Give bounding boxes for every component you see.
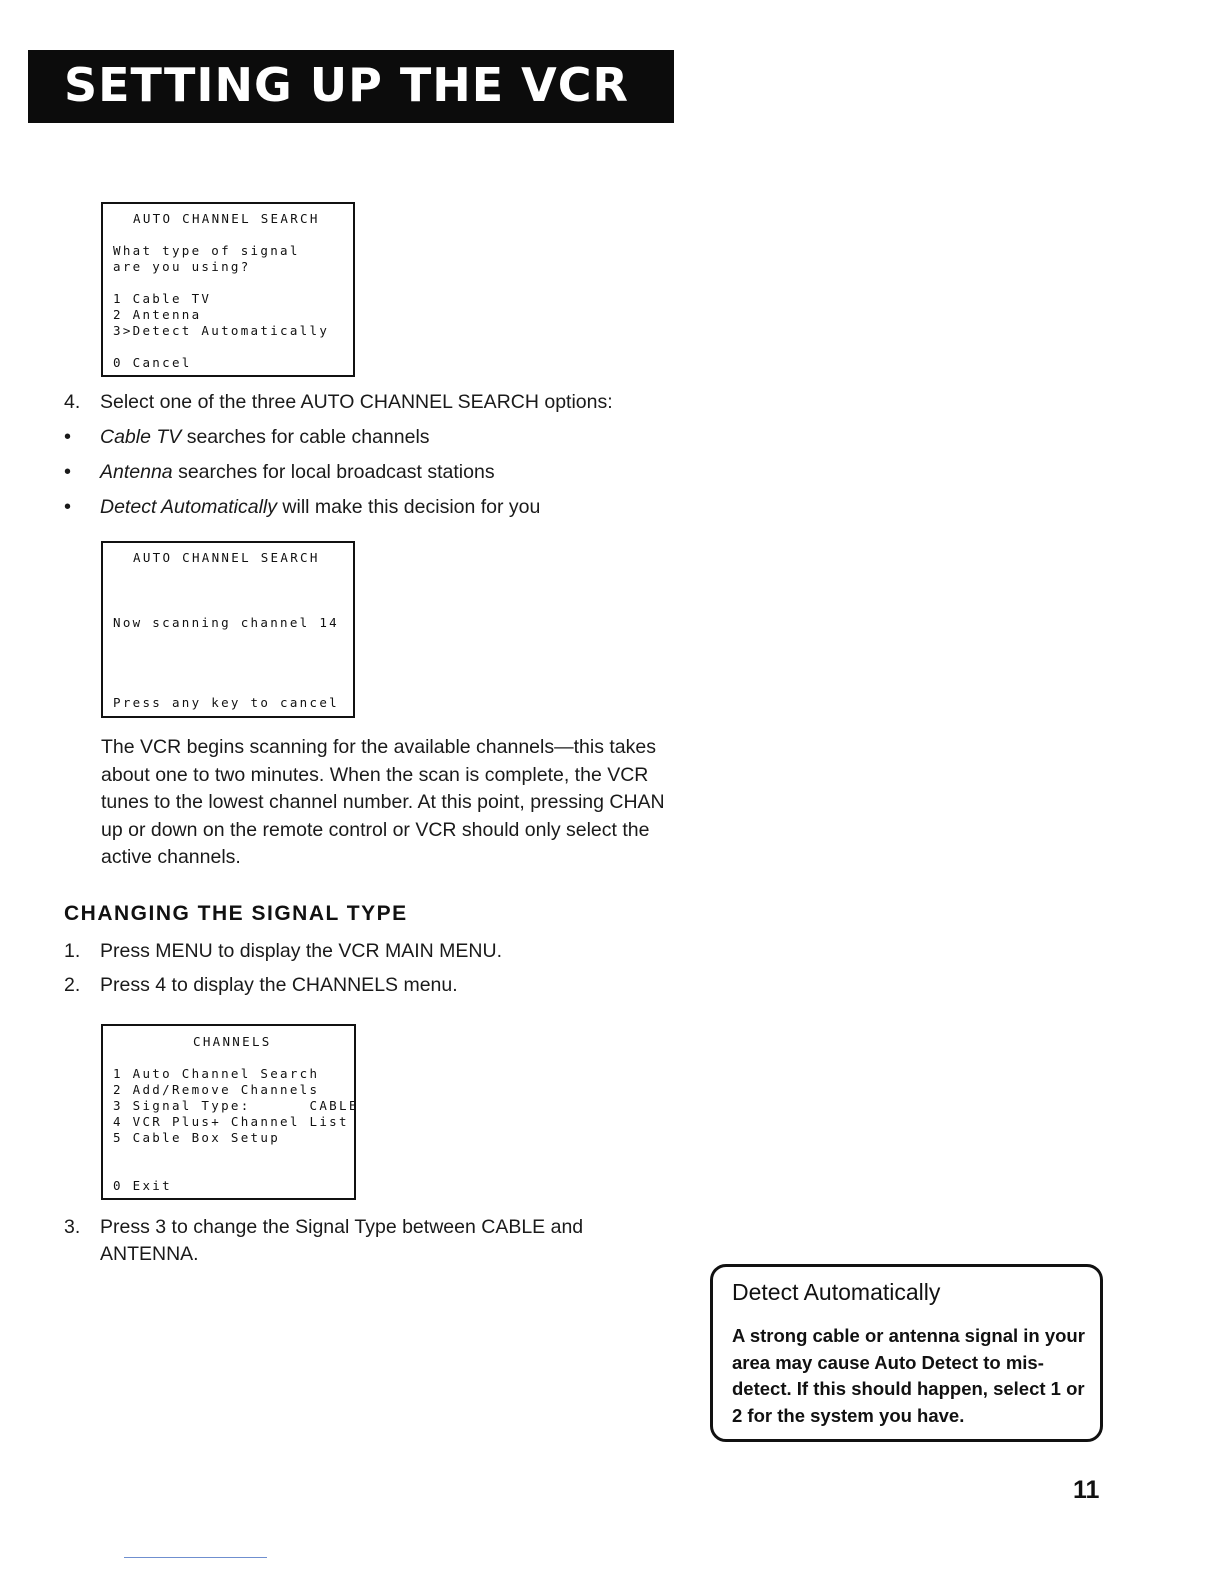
page-number: 11 — [1073, 1476, 1100, 1504]
bullet-desc: searches for cable channels — [181, 426, 430, 448]
menu-item-exit: 0 Exit — [113, 1178, 172, 1193]
option-cancel: 0 Cancel — [113, 355, 192, 370]
step-text: Select one of the three AUTO CHANNEL SEARCH options: — [100, 391, 613, 413]
scan-description: The VCR begins scanning for the available channels—this takes about one to two minutes. When the scan is complete, the VCR tunes to the lowest channel number. At this point, pressing CHAN up or down on the remote control or VCR should only select the active channels. — [101, 736, 665, 868]
bullet-desc: searches for local broadcast stations — [172, 461, 495, 483]
option-detect-automatically: 3>Detect Automatically — [113, 323, 330, 338]
option-antenna: 2 Antenna — [113, 307, 202, 322]
step-1 — [0, 938, 700, 966]
scanning-screen — [101, 541, 355, 718]
scan-status: Now scanning channel 14 — [113, 615, 339, 630]
screen-title: CHANNELS — [193, 1034, 272, 1049]
footer-rule — [124, 1557, 267, 1558]
step-number: 1. — [64, 940, 81, 962]
tip-title: Detect Automatically — [732, 1279, 941, 1305]
step-text-line-2: ANTENNA. — [100, 1243, 199, 1265]
bullet-term: Detect Automatically — [100, 496, 278, 518]
step-text-line-1: Press 3 to change the Signal Type between CABLE and — [100, 1216, 584, 1238]
menu-item-vcr-plus-channel-list: 4 VCR Plus+ Channel List — [113, 1114, 349, 1129]
bullet-dot: • — [64, 496, 72, 518]
section-heading: CHANGING THE SIGNAL TYPE — [64, 902, 408, 925]
bullet-dot: • — [64, 426, 72, 448]
menu-item-cable-box-setup: 5 Cable Box Setup — [113, 1130, 281, 1145]
header-bar — [28, 50, 674, 123]
menu-item-auto-channel-search: 1 Auto Channel Search — [113, 1066, 320, 1081]
screen-question-line-1: What type of signal — [113, 243, 300, 258]
screen-title: AUTO CHANNEL SEARCH — [133, 211, 320, 226]
step-number: 2. — [64, 974, 81, 996]
tip-body: A strong cable or antenna signal in your area may cause Auto Detect to mis-detect. If this should happen, select 1 or 2 for the system you have. — [732, 1325, 1085, 1426]
step-number: 4. — [64, 391, 81, 413]
auto-channel-search-screen — [101, 202, 355, 377]
step-4 — [0, 389, 700, 417]
tip-box — [710, 1264, 1103, 1442]
screen-title: AUTO CHANNEL SEARCH — [133, 550, 320, 565]
menu-item-signal-type: 3 Signal Type: CABLE — [113, 1098, 359, 1113]
bullet-term: Cable TV — [100, 426, 182, 448]
step-text: Press 4 to display the CHANNELS menu. — [100, 974, 458, 996]
menu-item-add-remove-channels: 2 Add/Remove Channels — [113, 1082, 320, 1097]
cancel-hint: Press any key to cancel — [113, 695, 339, 710]
step-2 — [0, 972, 700, 1000]
step-3 — [0, 1214, 700, 1270]
bullet-dot: • — [64, 461, 72, 483]
bullet-term: Antenna — [100, 461, 173, 483]
bullet-item — [0, 459, 700, 487]
step-text: Press MENU to display the VCR MAIN MENU. — [100, 940, 503, 962]
page-title: SETTING UP THE VCR — [64, 58, 629, 112]
channels-menu-screen — [101, 1024, 359, 1200]
step-number: 3. — [64, 1216, 81, 1238]
bullet-item — [0, 494, 700, 522]
bullet-desc: will make this decision for you — [277, 496, 541, 518]
option-cable-tv: 1 Cable TV — [113, 291, 212, 306]
bullet-item — [0, 424, 700, 452]
screen-question-line-2: are you using? — [113, 259, 251, 274]
